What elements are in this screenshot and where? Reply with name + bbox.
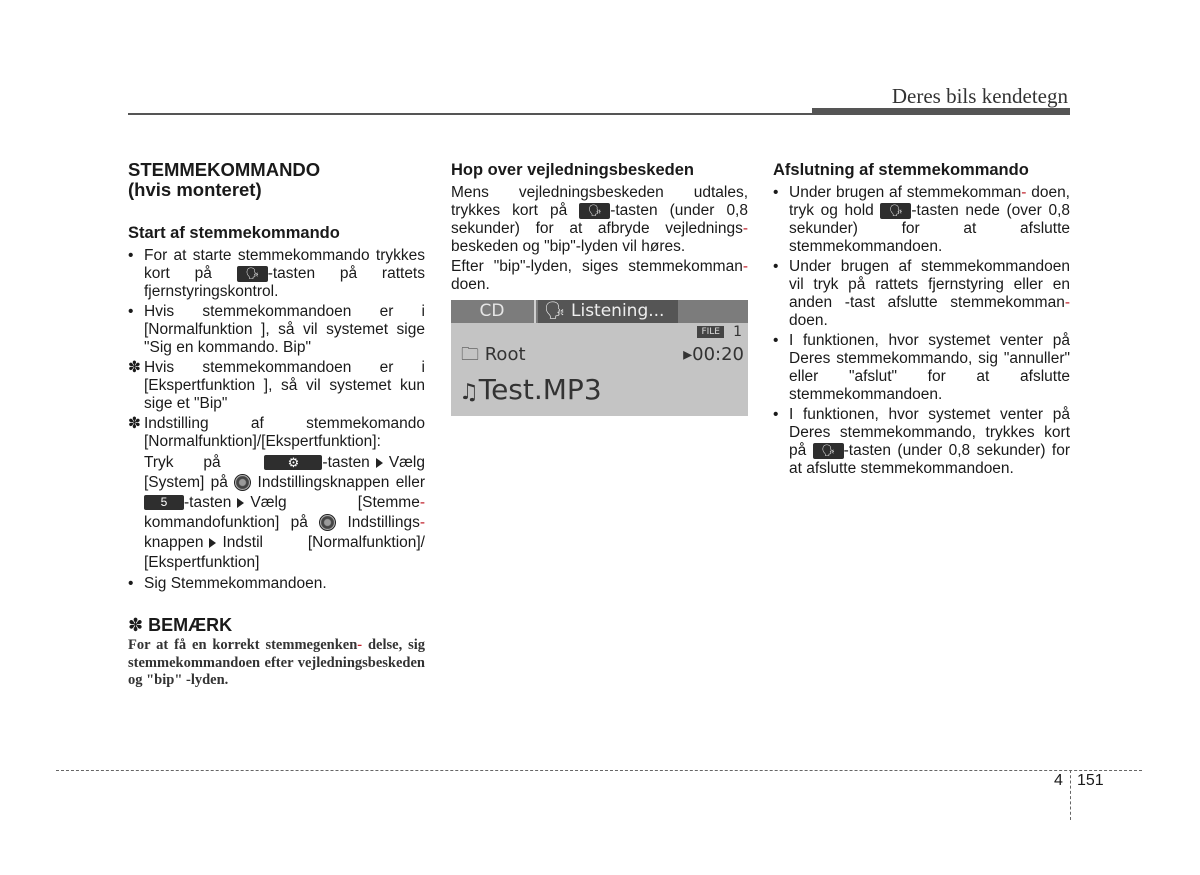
list-item: • Sig Stemmekommandoen. <box>128 575 327 592</box>
voice-command-icon: 🗣 <box>237 266 268 282</box>
file-badge: FILE <box>697 326 724 338</box>
list-item: • Hvis stemmekommandoen er i [Normalfunktion ], så vil systemet sige "Sig en kommando. Bip" <box>128 303 425 356</box>
list-item: • For at starte stemmekommando trykkes kort på 🗣 -tasten på rattets fjernstyringskontrol. <box>128 247 425 300</box>
running-head: Deres bils kendetegn <box>891 84 1068 108</box>
knob-icon <box>319 514 336 531</box>
voice-command-icon: 🗣 <box>880 203 911 219</box>
voice-listening-icon: 🗣 <box>544 301 571 321</box>
list-item: • Under brugen af stemmekommandoen vil tryk på rattets fjernstyring eller en anden -tast afslutte stemmekomman- doen. <box>773 258 1070 329</box>
knob-icon <box>234 474 251 491</box>
setting-steps: Tryk på ⚙ -tasten Vælg [System] på Indstillingsknappen eller 5 -tasten Vælg [Stemme- kommandofunktion] på Indstillings- knappen Indstil [Normalfunktion]/ [Ekspertfunktion] <box>144 454 425 571</box>
footer-divider <box>1070 770 1071 820</box>
tab-cd: CD <box>479 301 505 321</box>
tab-separator <box>534 300 536 323</box>
arrow-right-icon <box>376 458 383 468</box>
section-title-line2: (hvis monteret) <box>128 179 262 200</box>
column-right <box>773 160 1070 480</box>
list-item: • Under brugen af stemmekomman- doen, tryk og hold 🗣 -tasten nede (over 0,8 sekunder) for at afslutte stemmekommandoen. <box>773 184 1070 255</box>
section-title-line1: STEMMEKOMMANDO <box>128 159 321 180</box>
column-middle <box>451 160 748 416</box>
list-item: • I funktionen, hvor systemet venter på Deres stemmekommando, sig "annuller" eller "afslut" for at afslutte stemmekommandoen. <box>773 332 1070 403</box>
skip-paragraph: Mens vejledningsbeskeden udtales, trykkes kort på 🗣 -tasten (under 0,8 sekunder) for at afbryde vejlednings- beskeden og "bip"-lyden vil høres. <box>451 184 748 255</box>
tab-listening: 🗣 Listening... <box>538 300 678 323</box>
folder-icon: 🗀 <box>461 344 485 365</box>
play-icon: ▸ <box>683 344 693 365</box>
end-heading: Afslutning af stemmekommando <box>773 161 1029 179</box>
file-number: 1 <box>733 324 742 340</box>
track-name: ♫Test.MP3 <box>459 373 602 406</box>
folder-label: 🗀 Root <box>461 344 526 365</box>
list-item: • I funktionen, hvor systemet venter på Deres stemmekommando, trykkes kort på 🗣 -tasten (under 0,8 sekunder) for at afslutte stemmekommandoen. <box>773 406 1070 477</box>
preset-button-icon: 5 <box>144 495 184 510</box>
end-list <box>773 184 1070 478</box>
start-list <box>128 247 425 593</box>
footer-rule <box>56 770 1142 771</box>
arrow-right-icon <box>237 498 244 508</box>
arrow-right-icon <box>209 538 216 548</box>
note-title: ✽ BEMÆRK <box>128 615 233 635</box>
column-left <box>128 160 425 690</box>
music-note-icon: ♫ <box>459 380 479 405</box>
voice-command-icon: 🗣 <box>579 203 610 219</box>
list-item: ✽ Hvis stemmekommandoen er i [Ekspertfunktion ], så vil systemet kun sige et "Bip" <box>128 359 425 412</box>
chapter-number: 4 <box>1054 772 1063 789</box>
start-heading: Start af stemmekommando <box>128 224 340 242</box>
after-beep-paragraph: Efter "bip"-lyden, siges stemmekomman- doen. <box>451 258 748 293</box>
section-title <box>128 160 425 200</box>
voice-command-icon: 🗣 <box>813 443 844 459</box>
skip-heading: Hop over vejledningsbeskeden <box>451 161 694 179</box>
list-item: ✽ Indstilling af stemmekomando [Normalfunktion]/[Ekspertfunktion]: Tryk på ⚙ -tasten Vælg [System] på Indstillingsknappen eller 5 -tasten Vælg [Stemme- kommandofunktion] på Indstillings- knappen Indstil [Normalfunktion]/ [Ekspertfunktion] <box>128 415 425 571</box>
gear-icon: ⚙ <box>264 455 322 470</box>
page-number: 151 <box>1077 772 1104 789</box>
header-rule-accent <box>812 108 1070 115</box>
note-text: For at få en korrekt stemmegenken- delse, sig stemmekommandoen efter vejledningsbeskeden og "bip" -lyden. <box>128 637 425 688</box>
play-time: ▸00:20 <box>683 344 744 365</box>
audio-display-screen <box>451 300 748 416</box>
